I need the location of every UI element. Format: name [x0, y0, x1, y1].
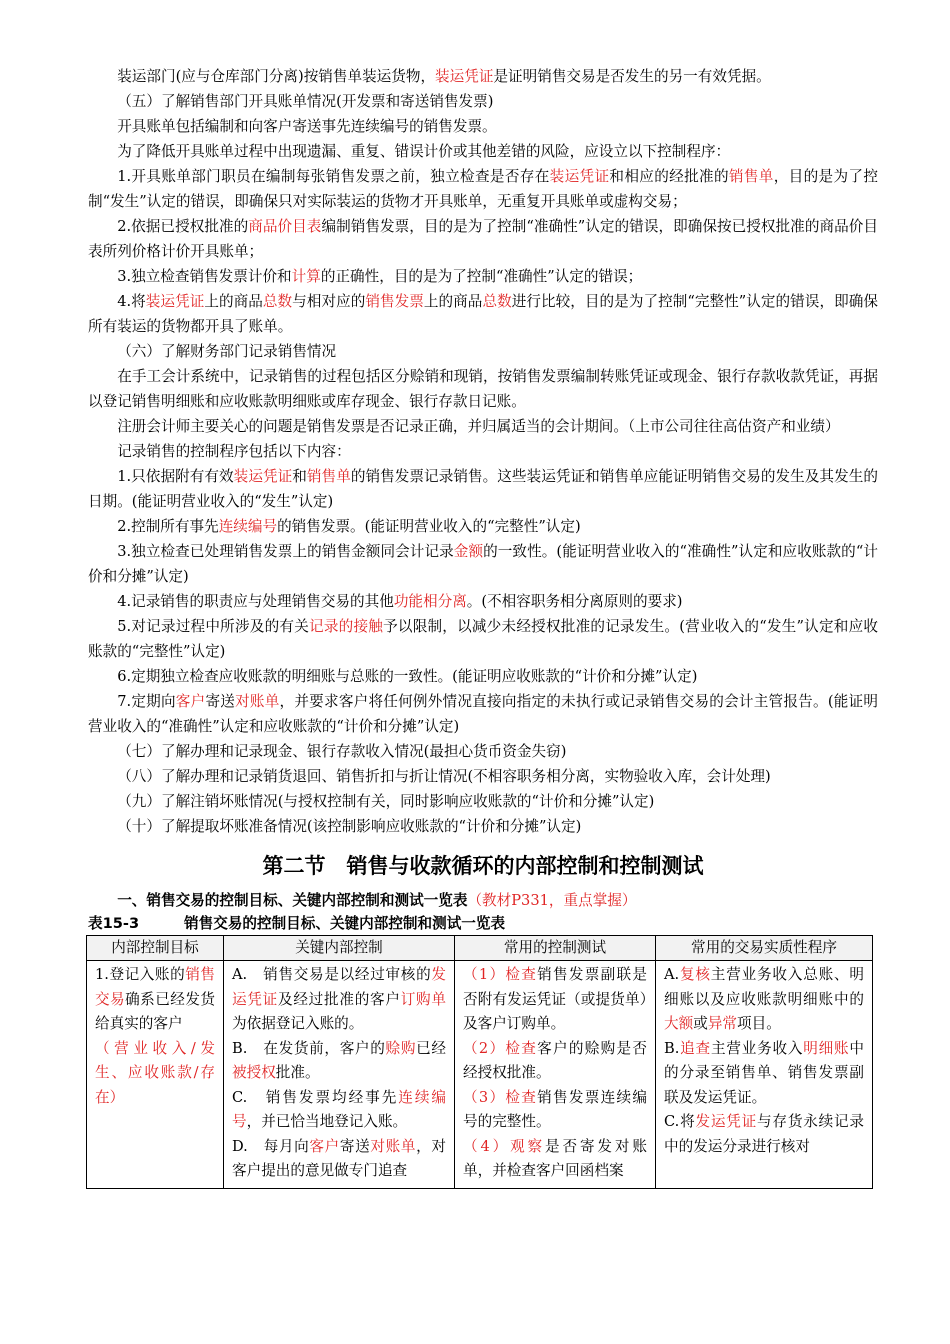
paragraph — [88, 89, 878, 114]
text-run: 装运部门(应与仓库部门分离)按销售单装运货物， — [117, 68, 436, 85]
cell-paragraph — [232, 1037, 446, 1086]
highlighted-term: 销售交易 — [95, 966, 215, 1008]
highlighted-term: 总数 — [482, 293, 512, 310]
table-cell-substantive-procedure — [656, 961, 873, 1189]
text-run: 进行比较，目的是为了控制“完整性”认定的错误，即确保所有装运的货物都开具了账单。 — [88, 293, 878, 335]
text-run: 1.只依据附有有效 — [117, 468, 234, 485]
paragraph — [88, 139, 878, 164]
table-header-cell: 关键内部控制 — [224, 936, 455, 961]
text-run: 4.将 — [117, 293, 146, 310]
paragraph — [88, 614, 878, 664]
section-title: 第二节 销售与收款循环的内部控制和控制测试 — [262, 854, 704, 878]
highlighted-term: （4） — [463, 1137, 511, 1155]
highlighted-term: 被授权 — [232, 1064, 276, 1081]
cell-paragraph — [463, 1086, 647, 1135]
highlighted-term: 发运凭证 — [695, 1113, 758, 1130]
highlighted-term: 装运凭证 — [233, 468, 293, 485]
highlighted-term: 装运凭证 — [145, 293, 205, 310]
paragraph — [88, 764, 878, 789]
cell-paragraph — [664, 1110, 864, 1159]
highlighted-term: 商品价目表 — [248, 218, 322, 235]
paragraph — [88, 814, 878, 839]
highlighted-term: 检查 — [505, 1088, 538, 1106]
text-run: （八）了解办理和记录销货退回、销售折扣与折让情况(不相容职务相分离，实物验收入库，会计处理) — [117, 768, 771, 785]
highlighted-term: 复核 — [679, 966, 711, 983]
text-run: 注册会计师主要关心的问题是销售发票是否记录正确，并归属适当的会计期间。（上市公司往往高估资产和业绩） — [117, 418, 840, 435]
subsection-heading — [88, 889, 878, 913]
table-caption-title: 销售交易的控制目标、关键内部控制和测试一览表 — [184, 915, 506, 932]
text-run: 与相对应的 — [292, 293, 366, 310]
highlighted-term: 观察 — [510, 1137, 546, 1155]
paragraph — [88, 439, 878, 464]
text-run: 3.独立检查销售发票计价和 — [117, 268, 292, 285]
table-caption — [88, 913, 878, 935]
text-run: 是否寄发对账单，并检查客户回函档案 — [463, 1137, 647, 1179]
text-run: 客户的赊购是否经授权批准。 — [463, 1039, 647, 1081]
paragraph — [88, 114, 878, 139]
paragraph — [88, 539, 878, 589]
text-run: 与存货永续记录中的发运分录进行核对 — [664, 1113, 864, 1155]
paragraph — [88, 664, 878, 689]
cell-paragraph — [232, 1135, 446, 1184]
text-run: （十）了解提取坏账准备情况(该控制影响应收账款的“计价和分摊”认定) — [117, 818, 582, 835]
highlighted-term: 金额 — [453, 543, 484, 560]
paragraph — [88, 364, 878, 414]
highlighted-term: 客户 — [175, 693, 206, 710]
text-run: 主营业务收入总账、明细账以及应收账款明细账中的 — [664, 966, 864, 1008]
text-run: （五）了解销售部门开具账单情况(开发票和寄送销售发票) — [117, 93, 494, 110]
paragraph — [88, 164, 878, 214]
text-run: 的销售发票。(能证明营业收入的“完整性”认定) — [277, 518, 581, 535]
text-run: 寄送 — [339, 1137, 371, 1155]
text-run: 销售发票副联是否附有发运凭证（或提货单）及客户订购单。 — [463, 966, 647, 1032]
subsection-heading-text: 一、销售交易的控制目标、关键内部控制和测试一览表 — [117, 892, 468, 909]
highlighted-term: 发运凭证 — [232, 966, 446, 1008]
text-run: 为了降低开具账单过程中出现遗漏、重复、错误计价或其他差错的风险，应设立以下控制程序： — [117, 143, 731, 160]
text-run: 记录销售的控制程序包括以下内容： — [117, 443, 351, 460]
highlighted-term: 记录的接触 — [309, 618, 384, 635]
paragraph — [88, 514, 878, 539]
paragraph — [88, 414, 878, 439]
text-run: 上的商品 — [423, 293, 483, 310]
control-test-table — [86, 935, 873, 1189]
text-run: （六）了解财务部门记录销售情况 — [117, 343, 337, 360]
paragraph — [88, 214, 878, 264]
table-cell-key-control — [224, 961, 455, 1189]
text-run: 1.开具账单部门职员在编制每张销售发票之前，独立检查是否存在 — [117, 168, 550, 185]
text-run: 予以限制，以减少未经授权批准的记录发生。(营业收入的“发生”认定和应收账款的“完整性”认定) — [88, 618, 878, 660]
text-run: ，并已恰当地登记入账。 — [246, 1113, 408, 1130]
text-run: A. 销售交易是以经过审核的 — [232, 966, 432, 983]
cell-paragraph — [664, 1037, 864, 1111]
text-run: 上的商品 — [204, 293, 263, 310]
text-run: 的销售发票记录销售。这些装运凭证和销售单应能证明销售交易的发生及其发生的日期。(能证明营业收入的“发生”认定) — [88, 468, 878, 510]
paragraph — [88, 289, 878, 339]
text-run: B. — [664, 1039, 680, 1057]
text-run: 6.定期独立检查应收账款的明细账与总账的一致性。(能证明应收账款的“计价和分摊”认定) — [117, 668, 698, 685]
highlighted-term: 赊购 — [385, 1039, 417, 1057]
text-run: 开具账单包括编制和向客户寄送事先连续编号的销售发票。 — [117, 118, 497, 135]
text-run: C.将 — [664, 1113, 696, 1130]
highlighted-term: （2） — [463, 1039, 506, 1057]
highlighted-term: 检查 — [505, 966, 538, 983]
text-run: ，目的是为了控制“发生”认定的错误，即确保只对实际装运的货物才开具账单，无重复开具账单或虚构交易； — [88, 168, 878, 210]
text-run: 2.控制所有事先 — [117, 518, 219, 535]
highlighted-term: 检查 — [505, 1039, 538, 1057]
paragraph — [88, 789, 878, 814]
text-run: 1.登记入账的 — [95, 966, 186, 983]
text-run: 编制销售发票，目的是为了控制“准确性”认定的错误，即确保按已授权批准的商品价目表所列价格计价开具账单； — [88, 218, 878, 260]
text-run: 是证明销售交易是否发生的另一有效凭据。 — [493, 68, 771, 85]
text-run: 的正确性，目的是为了控制“准确性”认定的错误； — [320, 268, 643, 285]
document-page — [88, 64, 878, 1189]
text-run: 确系已经发货给真实的客户 — [95, 990, 215, 1032]
table-header-cell: 内部控制目标 — [87, 936, 224, 961]
table-header-row — [87, 936, 873, 961]
text-run: 已经 — [416, 1039, 446, 1057]
highlighted-term: 追查 — [679, 1039, 711, 1057]
text-run: 和相应的经批准的 — [609, 168, 729, 185]
text-run: 寄送 — [205, 693, 236, 710]
highlighted-term: （3） — [463, 1088, 506, 1106]
cell-paragraph — [463, 1135, 647, 1184]
highlighted-term: 总数 — [262, 293, 293, 310]
text-run: 5.对记录过程中所涉及的有关 — [117, 618, 310, 635]
body-text — [88, 64, 878, 839]
subsection-note: （教材P331，重点掌握） — [467, 892, 637, 909]
paragraph — [88, 64, 878, 89]
text-run: 及经过批准的客户 — [278, 990, 401, 1008]
highlighted-term: 大额 — [664, 1015, 694, 1032]
cell-paragraph — [232, 1086, 446, 1135]
text-run: （七）了解办理和记录现金、银行存款收入情况(最担心货币资金失窃) — [117, 743, 567, 760]
highlighted-term: 异常 — [707, 1015, 738, 1032]
paragraph — [88, 589, 878, 614]
text-run: 。(不相容职务相分离原则的要求) — [466, 593, 683, 610]
table-header-cell: 常用的交易实质性程序 — [656, 936, 873, 961]
table-header-cell: 常用的控制测试 — [455, 936, 656, 961]
text-run: 4.记录销售的职责应与处理销售交易的其他 — [117, 593, 394, 610]
cell-paragraph — [463, 963, 647, 1037]
text-run: 的一致性。(能证明营业收入的“准确性”认定和应收账款的“计价和分摊”认定) — [88, 543, 878, 585]
highlighted-term: （1） — [463, 966, 506, 983]
highlighted-term: （营业收入/发生、应收账款/存在） — [95, 1039, 215, 1106]
text-run: C. 销售发票均经事先 — [232, 1088, 399, 1106]
highlighted-term: 明细账 — [803, 1039, 850, 1057]
table-number: 表15-3 — [88, 915, 140, 932]
text-run: 中的分录至销售单、销售发票副联及发运凭证。 — [664, 1039, 864, 1106]
text-run: 和 — [292, 468, 307, 485]
highlighted-term: 销售发票 — [365, 293, 424, 310]
text-run: 批准。 — [275, 1064, 320, 1081]
paragraph — [88, 689, 878, 739]
text-run: 或 — [693, 1015, 708, 1032]
text-run: A. — [664, 966, 680, 983]
highlighted-term: 订购单 — [400, 990, 446, 1008]
text-run: 销售发票连续编号的完整性。 — [463, 1088, 647, 1130]
highlighted-term: 对账单 — [235, 693, 280, 710]
highlighted-term: 销售单 — [306, 468, 351, 485]
highlighted-term: 连续编号 — [232, 1088, 446, 1130]
table-cell-objective — [87, 961, 224, 1189]
text-run: ，并要求客户将任何例外情况直接向指定的未执行或记录销售交易的会计主管报告。(能证明营业收入的“准确性”认定和应收账款的“计价和分摊”认定) — [88, 693, 878, 735]
text-run: 项目。 — [737, 1015, 781, 1032]
text-run: 主营业务收入 — [710, 1039, 804, 1057]
paragraph — [88, 464, 878, 514]
text-run: 在手工会计系统中，记录销售的过程包括区分赊销和现销，按销售发票编制转账凭证或现金、银行存款收款凭证，再据以登记销售明细账和应收账款明细账或库存现金、银行存款日记账。 — [88, 368, 878, 410]
text-run: 为依据登记入账的。 — [232, 1015, 364, 1032]
cell-paragraph — [463, 1037, 647, 1086]
highlighted-term: 销售单 — [728, 168, 774, 185]
table-row — [87, 961, 873, 1189]
highlighted-term: 对账单 — [370, 1137, 417, 1155]
text-run: （九）了解注销坏账情况(与授权控制有关，同时影响应收账款的“计价和分摊”认定) — [117, 793, 655, 810]
table-cell-control-test — [455, 961, 656, 1189]
text-run: 3.独立检查已处理销售发票上的销售金额同会计记录 — [117, 543, 454, 560]
highlighted-term: 连续编号 — [218, 518, 278, 535]
highlighted-term: 计算 — [291, 268, 321, 285]
highlighted-term: 功能相分离 — [393, 593, 467, 610]
highlighted-term: 客户 — [309, 1137, 340, 1155]
highlighted-term: 装运凭证 — [435, 68, 494, 85]
highlighted-term: 装运凭证 — [549, 168, 610, 185]
text-run: D. 每月向 — [232, 1137, 310, 1155]
text-run: 2.依据已授权批准的 — [117, 218, 249, 235]
paragraph — [88, 339, 878, 364]
text-run: ，对客户提出的意见做专门追查 — [232, 1137, 446, 1179]
paragraph — [88, 264, 878, 289]
text-run: 7.定期向 — [117, 693, 176, 710]
text-run: B. 在发货前，客户的 — [232, 1039, 386, 1057]
cell-paragraph — [95, 963, 215, 1110]
paragraph — [88, 739, 878, 764]
cell-paragraph — [232, 963, 446, 1037]
cell-paragraph — [664, 963, 864, 1037]
